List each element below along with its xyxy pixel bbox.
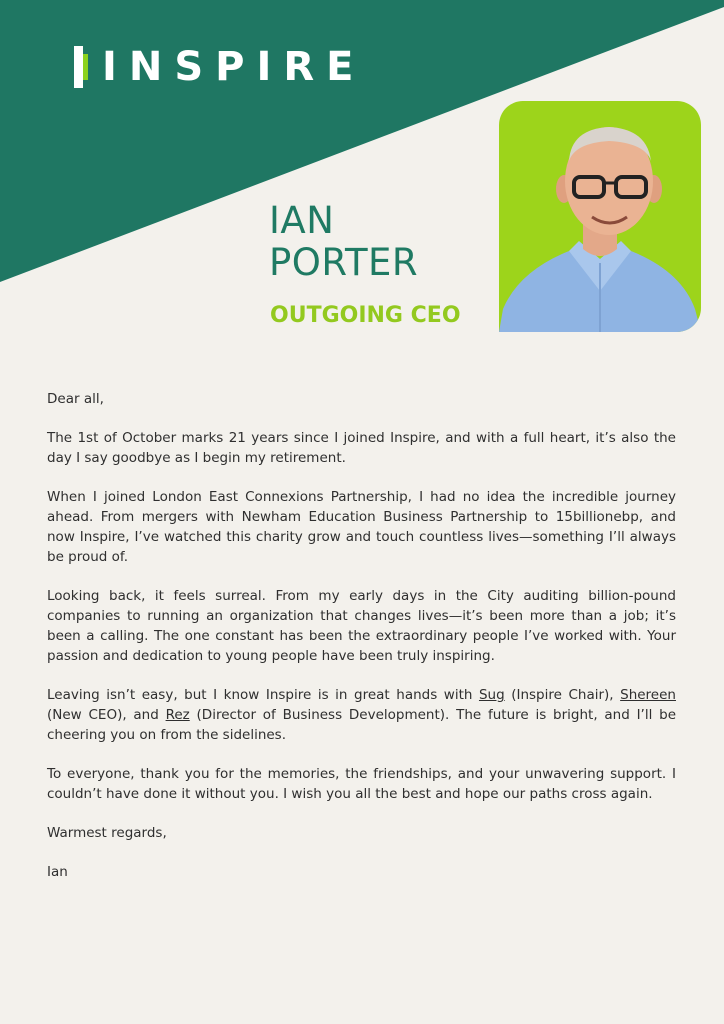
- link-sug[interactable]: Sug: [478, 687, 505, 703]
- link-shereen[interactable]: Shereen: [620, 687, 676, 703]
- portrait-photo: [499, 101, 701, 332]
- paragraph-4: [47, 685, 676, 745]
- paragraph-4-text-1: Leaving isn’t easy, but I know Inspire is in great hands with: [47, 687, 479, 703]
- logo-text: INSPIRE: [102, 44, 366, 90]
- paragraph-3: Looking back, it feels surreal. From my early days in the City auditing billion-pound companies to running an organization that changes lives—it’s been more than a job; it’s been a calling. The one constant has been the extraordinary people I’ve worked with. Your passion and dedication to young people have been truly inspiring.: [47, 588, 676, 664]
- inspire-logo: [74, 46, 366, 88]
- greeting: Dear all,: [47, 391, 104, 407]
- paragraph-5: To everyone, thank you for the memories, the friendships, and your unwavering support. I couldn’t have done it without you. I wish you all the best and hope our paths cross again.: [47, 766, 676, 802]
- paragraph-1: The 1st of October marks 21 years since I joined Inspire, and with a full heart, it’s also the day I say goodbye as I begin my retirement.: [47, 430, 676, 466]
- paragraph-4-text-4: (Director of Business Development). The future is bright, and I’ll be cheering you on from the sidelines.: [47, 707, 676, 743]
- person-role: OUTGOING CEO: [270, 303, 461, 328]
- letter-body: [47, 389, 676, 901]
- portrait-photo-icon: [499, 101, 701, 332]
- first-name: IAN: [269, 199, 335, 242]
- paragraph-4-text-3: (New CEO), and: [47, 707, 166, 723]
- last-name: PORTER: [269, 241, 419, 284]
- logo-mark-icon: [74, 46, 88, 88]
- link-rez[interactable]: Rez: [165, 707, 190, 723]
- signature: Ian: [47, 864, 68, 880]
- paragraph-4-text-2: (Inspire Chair),: [504, 687, 621, 703]
- closing: Warmest regards,: [47, 825, 167, 841]
- paragraph-2: When I joined London East Connexions Partnership, I had no idea the incredible journey ahead. From mergers with Newham Education Business Partnership to 15billionebp, and now Inspire, I’ve watched this charity grow and touch countless lives—something I’ll always be proud of.: [47, 489, 676, 565]
- person-name: [269, 200, 418, 284]
